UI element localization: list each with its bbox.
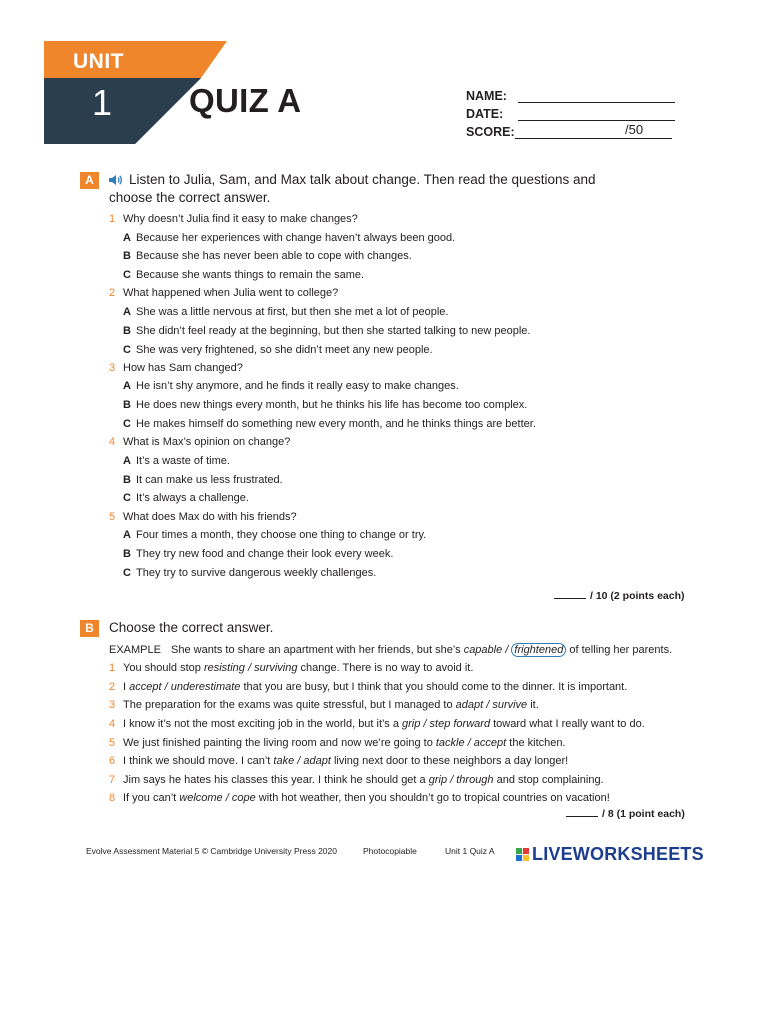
b-item-2-option-b[interactable]: underestimate [170, 681, 241, 693]
option-1a[interactable]: A Because her experiences with change haven’t always been good. [123, 232, 456, 244]
option-2b[interactable]: B She didn’t feel ready at the beginning, but then she started talking to new people. [123, 325, 531, 337]
b-item-6-option-a[interactable]: take [273, 755, 295, 767]
option-5a[interactable]: A Four times a month, they choose one thing to change or try. [123, 529, 427, 541]
example-item: EXAMPLE She wants to share an apartment with her friends, but she’s capable / frightened of telling her parents. [109, 644, 673, 656]
section-a-instruction [109, 172, 596, 206]
score-label: SCORE: [466, 125, 515, 139]
section-a-points: / 10 (2 points each) [554, 589, 685, 602]
b-item-3-option-b[interactable]: survive [492, 699, 528, 711]
option-2c[interactable]: C She was very frightened, so she didn’t meet any new people. [123, 344, 433, 356]
example-option-b-circled: frightened [511, 643, 566, 657]
b-item-5-option-b[interactable]: accept [473, 737, 507, 749]
student-fields [466, 85, 675, 139]
question-1: 1 Why doesn’t Julia find it easy to make changes? [109, 213, 358, 225]
question-4: 4 What is Max’s opinion on change? [109, 436, 291, 448]
b-item-3-option-a[interactable]: adapt [455, 699, 484, 711]
b-item-4-option-a[interactable]: grip [402, 718, 421, 730]
footer-copyright: Evolve Assessment Material 5 © Cambridge University Press 2020 [86, 846, 337, 856]
example-label: EXAMPLE [109, 644, 161, 656]
option-1b[interactable]: B Because she has never been able to cope with changes. [123, 250, 412, 262]
example-option-a: capable [463, 644, 503, 656]
section-a-instruction-line1: Listen to Julia, Sam, and Max talk about change. Then read the questions and [129, 172, 596, 187]
section-b-badge: B [80, 620, 99, 637]
unit-number: 1 [92, 82, 113, 123]
option-3c[interactable]: C He makes himself do something new every month, and he thinks things are better. [123, 418, 536, 430]
b-item-1: 1 You should stop resisting / surviving change. There is no way to avoid it. [109, 662, 474, 674]
section-a-instruction-line2: choose the correct answer. [109, 190, 271, 205]
b-item-5-option-a[interactable]: tackle [435, 737, 465, 749]
section-a-score-blank[interactable] [554, 589, 586, 599]
audio-speaker-icon[interactable] [109, 174, 123, 190]
section-b-score-blank[interactable] [566, 807, 598, 817]
b-item-2-option-a[interactable]: accept [129, 681, 162, 693]
b-item-4: 4 I know it’s not the most exciting job in the world, but it’s a grip / step forward toward what I really want to do. [109, 718, 645, 730]
b-item-1-option-b[interactable]: surviving [254, 662, 298, 674]
option-5c[interactable]: C They try to survive dangerous weekly challenges. [123, 567, 377, 579]
quiz-title: QUIZ A [189, 82, 302, 119]
name-field[interactable] [518, 89, 675, 103]
footer-photocopiable: Photocopiable [363, 846, 417, 856]
b-item-8: 8 If you can’t welcome / cope with hot weather, then you shouldn’t go to tropical countries on vacation! [109, 792, 610, 804]
b-item-5: 5 We just finished painting the living room and now we’re going to tackle / accept the kitchen. [109, 737, 566, 749]
name-label: NAME: [466, 89, 507, 103]
option-4b[interactable]: B It can make us less frustrated. [123, 474, 283, 486]
section-b-instruction: Choose the correct answer. [109, 620, 274, 635]
b-item-1-option-a[interactable]: resisting [203, 662, 245, 674]
option-3a[interactable]: A He isn’t shy anymore, and he finds it really easy to make changes. [123, 380, 459, 392]
b-item-8-option-a[interactable]: welcome [179, 792, 223, 804]
option-5b[interactable]: B They try new food and change their look every week. [123, 548, 394, 560]
date-label: DATE: [466, 107, 504, 121]
option-4a[interactable]: A It’s a waste of time. [123, 455, 230, 467]
b-item-7-option-a[interactable]: grip [428, 774, 448, 786]
question-2: 2 What happened when Julia went to college? [109, 287, 339, 299]
b-item-8-option-b[interactable]: cope [231, 792, 256, 804]
option-4c[interactable]: C It’s always a challenge. [123, 492, 249, 504]
option-1c[interactable]: C Because she wants things to remain the same. [123, 269, 365, 281]
date-row [466, 103, 675, 121]
option-2a[interactable]: A She was a little nervous at first, but then she met a lot of people. [123, 306, 449, 318]
b-item-6-option-b[interactable]: adapt [303, 755, 331, 767]
b-item-2: 2 I accept / underestimate that you are busy, but I think that you should come to the dinner. It is important. [109, 681, 628, 693]
score-row [466, 121, 675, 139]
b-item-6: 6 I think we should move. I can’t take / adapt living next door to these neighbors a day longer! [109, 755, 569, 767]
b-item-3: 3 The preparation for the exams was quite stressful, but I managed to adapt / survive it. [109, 699, 539, 711]
question-5: 5 What does Max do with his friends? [109, 511, 297, 523]
option-3b[interactable]: B He does new things every month, but he thinks his life has become too complex. [123, 399, 528, 411]
liveworksheets-icon [516, 848, 529, 861]
b-item-7-option-b[interactable]: through [456, 774, 494, 786]
name-row [466, 85, 675, 103]
footer-unit-quiz: Unit 1 Quiz A [445, 846, 495, 856]
unit-label: UNIT [73, 50, 124, 73]
liveworksheets-text: LIVEWORKSHEETS [532, 844, 704, 864]
b-item-7: 7 Jim says he hates his classes this year. I think he should get a grip / through and stop complaining. [109, 774, 604, 786]
question-3: 3 How has Sam changed? [109, 362, 243, 374]
date-field[interactable] [518, 107, 675, 121]
section-a-badge: A [80, 172, 99, 189]
liveworksheets-logo[interactable] [516, 844, 704, 865]
score-total: /50 [625, 122, 644, 137]
b-item-4-option-b[interactable]: step forward [429, 718, 491, 730]
score-field[interactable] [515, 122, 672, 139]
section-b-points: / 8 (1 point each) [566, 807, 685, 820]
